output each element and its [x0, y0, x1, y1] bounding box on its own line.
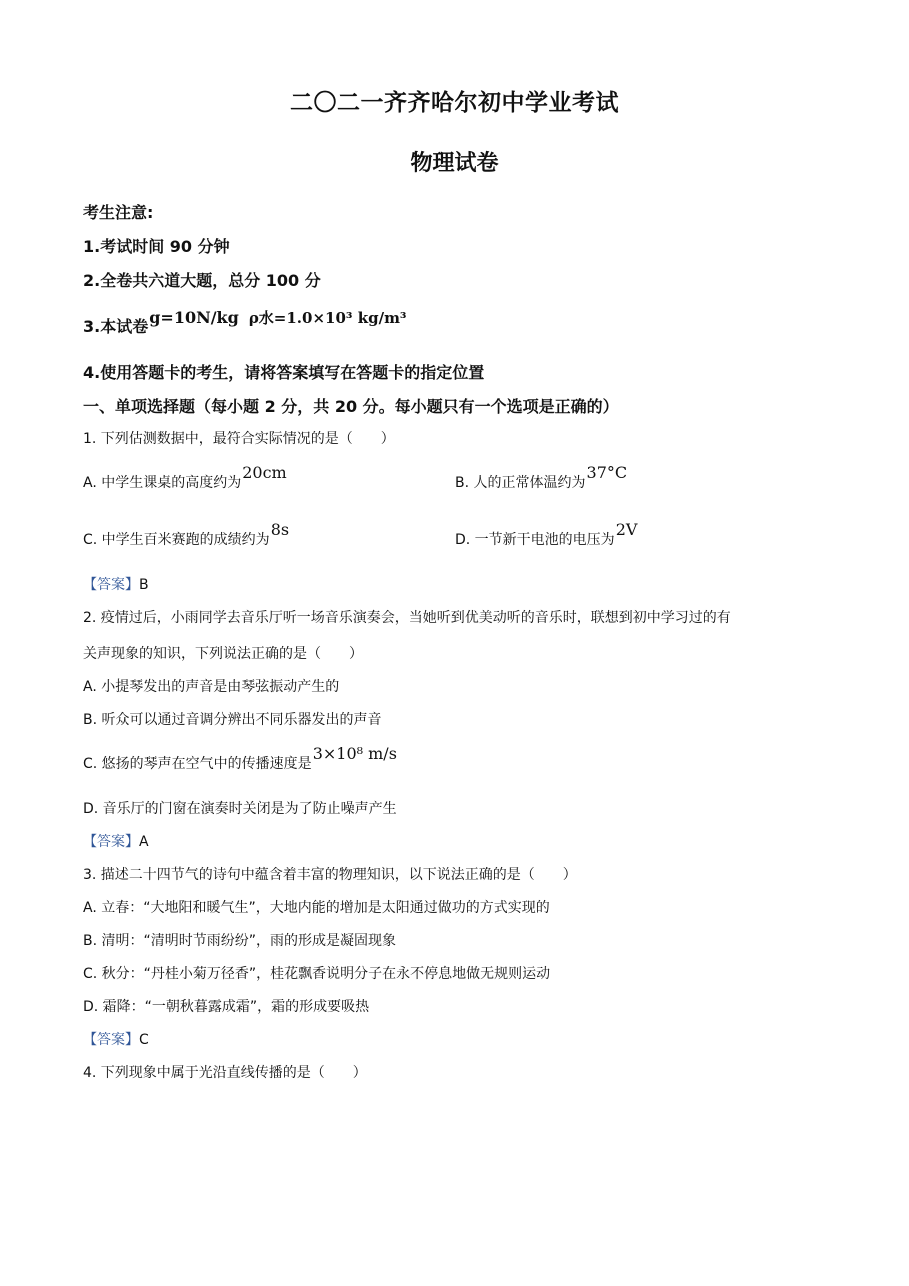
answer-value: B	[139, 577, 149, 593]
question-2-option-a: A. 小提琴发出的声音是由琴弦振动产生的	[83, 679, 340, 695]
option-math: 2V	[615, 520, 638, 539]
option-text: B. 人的正常体温约为	[455, 475, 586, 491]
question-3-option-a: A. 立春：“大地阳和暖气生”，大地内能的增加是太阳通过做功的方式实现的	[83, 900, 550, 916]
question-4-stem: 4. 下列现象中属于光沿直线传播的是（ ）	[83, 1065, 367, 1081]
question-1-answer	[83, 574, 149, 594]
question-1-option-b	[455, 463, 628, 492]
option-math: 8s	[270, 520, 290, 539]
page-subtitle: 物理试卷	[410, 151, 499, 176]
question-1-option-d	[455, 520, 638, 549]
water-density-formula: ρ水=1.0×10³ kg/m³	[248, 309, 407, 327]
question-3-answer	[83, 1029, 149, 1049]
option-text: A. 中学生课桌的高度约为	[83, 475, 242, 491]
question-3-option-c: C. 秋分：“丹桂小菊万径香”，桂花飘香说明分子在永不停息地做无规则运动	[83, 966, 551, 982]
answer-value: C	[139, 1032, 149, 1048]
notice-item-1: 1.考试时间 90 分钟	[83, 237, 230, 256]
question-1-option-a	[83, 463, 287, 492]
section-heading: 一、单项选择题（每小题 2 分，共 20 分。每小题只有一个选项是正确的）	[83, 397, 619, 416]
answer-tag: 【答案】	[83, 834, 139, 850]
notice-item-3-text: 3.本试卷	[83, 317, 149, 336]
option-math: 20cm	[242, 463, 287, 482]
notice-heading: 考生注意:	[83, 203, 154, 222]
option-text: C. 悠扬的琴声在空气中的传播速度是	[83, 756, 312, 772]
question-2-option-d: D. 音乐厅的门窗在演奏时关闭是为了防止噪声产生	[83, 801, 397, 817]
answer-tag: 【答案】	[83, 1032, 139, 1048]
question-3-option-b: B. 清明：“清明时节雨纷纷”，雨的形成是凝固现象	[83, 933, 397, 949]
question-2-stem-line-1: 2. 疫情过后，小雨同学去音乐厅听一场音乐演奏会，当她听到优美动听的音乐时，联想到初中学习过的有	[83, 610, 731, 626]
question-1-stem: 1. 下列估测数据中，最符合实际情况的是（ ）	[83, 431, 395, 447]
page-title: 二〇二一齐齐哈尔初中学业考试	[290, 90, 619, 116]
question-2-answer	[83, 831, 149, 851]
answer-tag: 【答案】	[83, 577, 139, 593]
option-math: 37°C	[586, 463, 628, 482]
notice-item-2: 2.全卷共六道大题，总分 100 分	[83, 271, 321, 290]
question-3-stem: 3. 描述二十四节气的诗句中蕴含着丰富的物理知识，以下说法正确的是（ ）	[83, 867, 577, 883]
notice-item-4: 4.使用答题卡的考生，请将答案填写在答题卡的指定位置	[83, 363, 485, 382]
answer-value: A	[139, 834, 149, 850]
gravity-constant-formula: g=10N/kg	[149, 308, 239, 327]
option-text: D. 一节新干电池的电压为	[455, 532, 615, 548]
question-1-option-c	[83, 520, 290, 549]
option-text: C. 中学生百米赛跑的成绩约为	[83, 532, 270, 548]
option-math: 3×10⁸ m/s	[312, 744, 397, 763]
notice-item-3	[83, 308, 407, 337]
question-2-option-b: B. 听众可以通过音调分辨出不同乐器发出的声音	[83, 712, 382, 728]
question-2-stem-line-2: 关声现象的知识，下列说法正确的是（ ）	[83, 646, 363, 662]
question-2-option-c	[83, 744, 397, 773]
question-3-option-d: D. 霜降：“一朝秋暮露成霜”，霜的形成要吸热	[83, 999, 370, 1015]
